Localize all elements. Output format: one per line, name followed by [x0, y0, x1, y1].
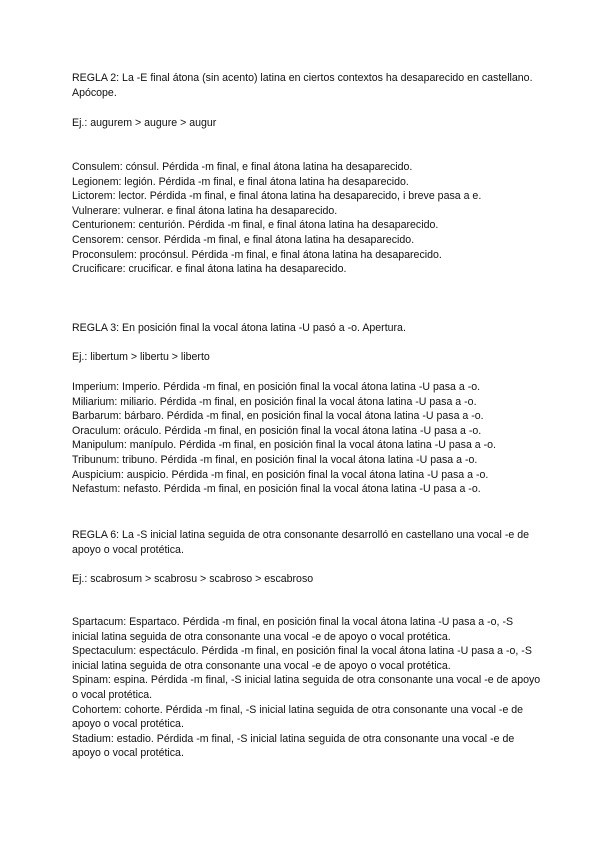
list-item: Spinam: espina. Pérdida -m final, -S inicial latina seguida de otra consonante una vocal -e de apoyo o vocal protética.	[72, 674, 541, 701]
list-item: Spartacum: Espartaco. Pérdida -m final, en posición final la vocal átona latina -U pasa a -o, -S inicial latina seguida de otra consonante una vocal -e de apoyo o vocal protética.	[72, 616, 514, 643]
list-item: Vulnerare: vulnerar. e final átona latina ha desaparecido.	[72, 204, 338, 217]
rule-2-title: REGLA 2: La -E final átona (sin acento) latina en ciertos contextos ha desaparecido en castellano. Apócope.	[72, 72, 533, 99]
rule-3-items	[72, 380, 552, 497]
list-item: Spectaculum: espectáculo. Pérdida -m final, en posición final la vocal átona latina -U pasa a -o, -S inicial latina seguida de otra consonante una vocal -e de apoyo o vocal protética.	[72, 645, 532, 672]
list-item: Manipulum: manípulo. Pérdida -m final, en posición final la vocal átona latina -U pasa a -o.	[72, 439, 496, 452]
rule-2-items	[72, 160, 542, 277]
rule-3-example-block	[72, 350, 542, 365]
list-item: Nefastum: nefasto. Pérdida -m final, en posición final la vocal átona latina -U pasa a -o.	[72, 483, 481, 496]
list-item: Censorem: censor. Pérdida -m final, e final átona latina ha desaparecido.	[72, 233, 415, 246]
rule-3-title: REGLA 3: En posición final la vocal átona latina -U pasó a -o. Apertura.	[72, 322, 406, 334]
list-item: Crucificare: crucificar. e final átona latina ha desaparecido.	[72, 263, 347, 276]
rule-3-section	[72, 321, 542, 336]
rule-2-section	[72, 71, 542, 100]
rule-2-example-block	[72, 116, 542, 131]
rule-6-example-block	[72, 572, 542, 587]
list-item: Centurionem: centurión. Pérdida -m final, e final átona latina ha desaparecido.	[72, 219, 439, 232]
list-item: Cohortem: cohorte. Pérdida -m final, -S inicial latina seguida de otra consonante una vocal -e de apoyo o vocal protética.	[72, 703, 524, 731]
rule-3-example: Ej.: libertum > libertu > liberto	[72, 351, 210, 363]
list-item: Auspicium: auspicio. Pérdida -m final, en posición final la vocal átona latina -U pasa a -o.	[72, 468, 489, 481]
list-item: Lictorem: lector. Pérdida -m final, e final átona latina ha desaparecido, i breve pasa a e.	[72, 190, 482, 203]
rule-6-example: Ej.: scabrosum > scabrosu > scabroso > escabroso	[72, 573, 314, 585]
rule-6-items	[72, 615, 542, 761]
list-item: Imperium: Imperio. Pérdida -m final, en posición final la vocal átona latina -U pasa a -o.	[72, 381, 481, 393]
list-item: Miliarium: miliario. Pérdida -m final, en posición final la vocal átona latina -U pasa a -o.	[72, 395, 477, 408]
list-item: Tribunum: tribuno. Pérdida -m final, en posición final la vocal átona latina -U pasa a -o.	[72, 453, 478, 466]
rule-6-section	[72, 528, 542, 557]
list-item: Consulem: cónsul. Pérdida -m final, e final átona latina ha desaparecido.	[72, 161, 413, 173]
list-item: Barbarum: bárbaro. Pérdida -m final, en posición final la vocal átona latina -U pasa a -o.	[72, 410, 484, 423]
list-item: Legionem: legión. Pérdida -m final, e final átona latina ha desaparecido.	[72, 175, 409, 188]
list-item: Oraculum: oráculo. Pérdida -m final, en posición final la vocal átona latina -U pasa a -o.	[72, 424, 482, 437]
list-item: Proconsulem: procónsul. Pérdida -m final, e final átona latina ha desaparecido.	[72, 248, 442, 261]
list-item: Stadium: estadio. Pérdida -m final, -S inicial latina seguida de otra consonante una vocal -e de apoyo o vocal protética.	[72, 732, 515, 760]
rule-6-title: REGLA 6: La -S inicial latina seguida de otra consonante desarrolló en castellano una vocal -e de apoyo o vocal protética.	[72, 529, 529, 556]
rule-2-example: Ej.: augurem > augure > augur	[72, 117, 217, 129]
